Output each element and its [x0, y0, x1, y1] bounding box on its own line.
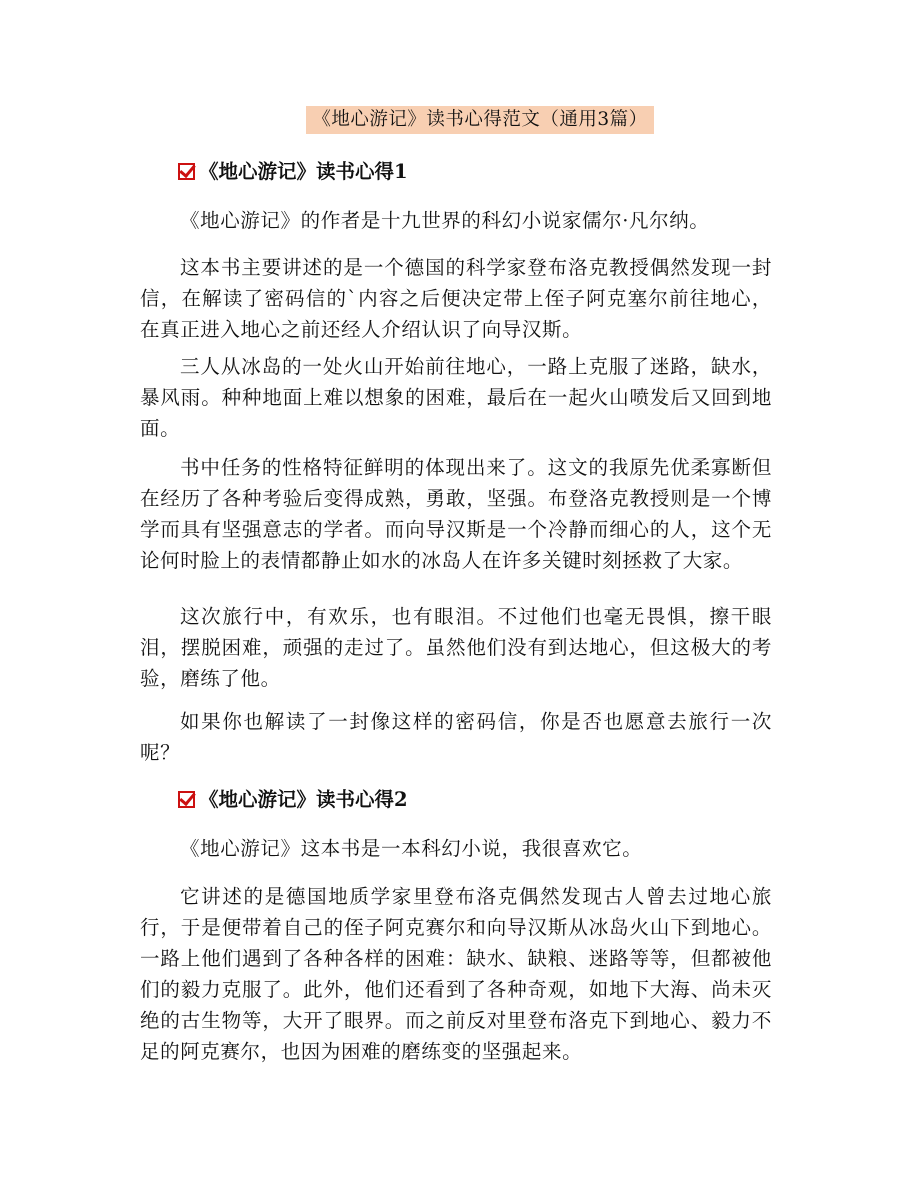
paragraph: 它讲述的是德国地质学家里登布洛克偶然发现古人曾去过地心旅行，于是便带着自己的侄子阿克赛尔和向导汉斯从冰岛火山下到地心。一路上他们遇到了各种各样的困难：缺水、缺粮、迷路等等，但都被他们的毅力克服了。此外，他们还看到了各种奇观，如地下大海、尚未灭绝的古生物等，大开了眼界。而之前反对里登布洛克下到地心、毅力不足的阿克赛尔，也因为困难的磨练变的坚强起来。: [140, 885, 772, 1063]
paragraph: 三人从冰岛的一处火山开始前往地心，一路上克服了迷路，缺水，暴风雨。种种地面上难以想象的困难，最后在一起火山喷发后又回到地面。: [140, 355, 772, 440]
document-title: 《地心游记》读书心得范文（通用3篇）: [306, 106, 653, 134]
paragraph: 这次旅行中，有欢乐，也有眼泪。不过他们也毫无畏惧，擦干眼泪，摆脱困难，顽强的走过了。虽然他们没有到达地心，但这极大的考验，磨练了他。: [140, 605, 772, 690]
checkbox-checked-icon: [178, 791, 195, 808]
section-heading-2: [178, 785, 408, 815]
paragraph: 书中任务的性格特征鲜明的体现出来了。这文的我原先优柔寡断但在经历了各种考验后变得成熟，勇敢，坚强。布登洛克教授则是一个博学而具有坚强意志的学者。而向导汉斯是一个冷静而细心的人，这个无论何时脸上的表情都静止如水的冰岛人在许多关键时刻拯救了大家。: [140, 456, 772, 572]
section-heading-2-text: 《地心游记》读书心得2: [199, 788, 408, 811]
checkbox-checked-icon: [178, 163, 195, 180]
section-heading-1-text: 《地心游记》读书心得1: [199, 160, 408, 183]
paragraph: 如果你也解读了一封像这样的密码信，你是否也愿意去旅行一次呢？: [140, 710, 772, 764]
paragraph: 《地心游记》这本书是一本科幻小说，我很喜欢它。: [180, 837, 643, 860]
paragraph: 《地心游记》的作者是十九世界的科幻小说家儒尔·凡尔纳。: [180, 209, 710, 232]
section-heading-1: [178, 157, 408, 187]
title-container: [0, 106, 920, 134]
paragraph: 这本书主要讲述的是一个德国的科学家登布洛克教授偶然发现一封信，在解读了密码信的`内容之后便决定带上侄子阿克塞尔前往地心，在真正进入地心之前还经人介绍认识了向导汉斯。: [140, 256, 772, 341]
